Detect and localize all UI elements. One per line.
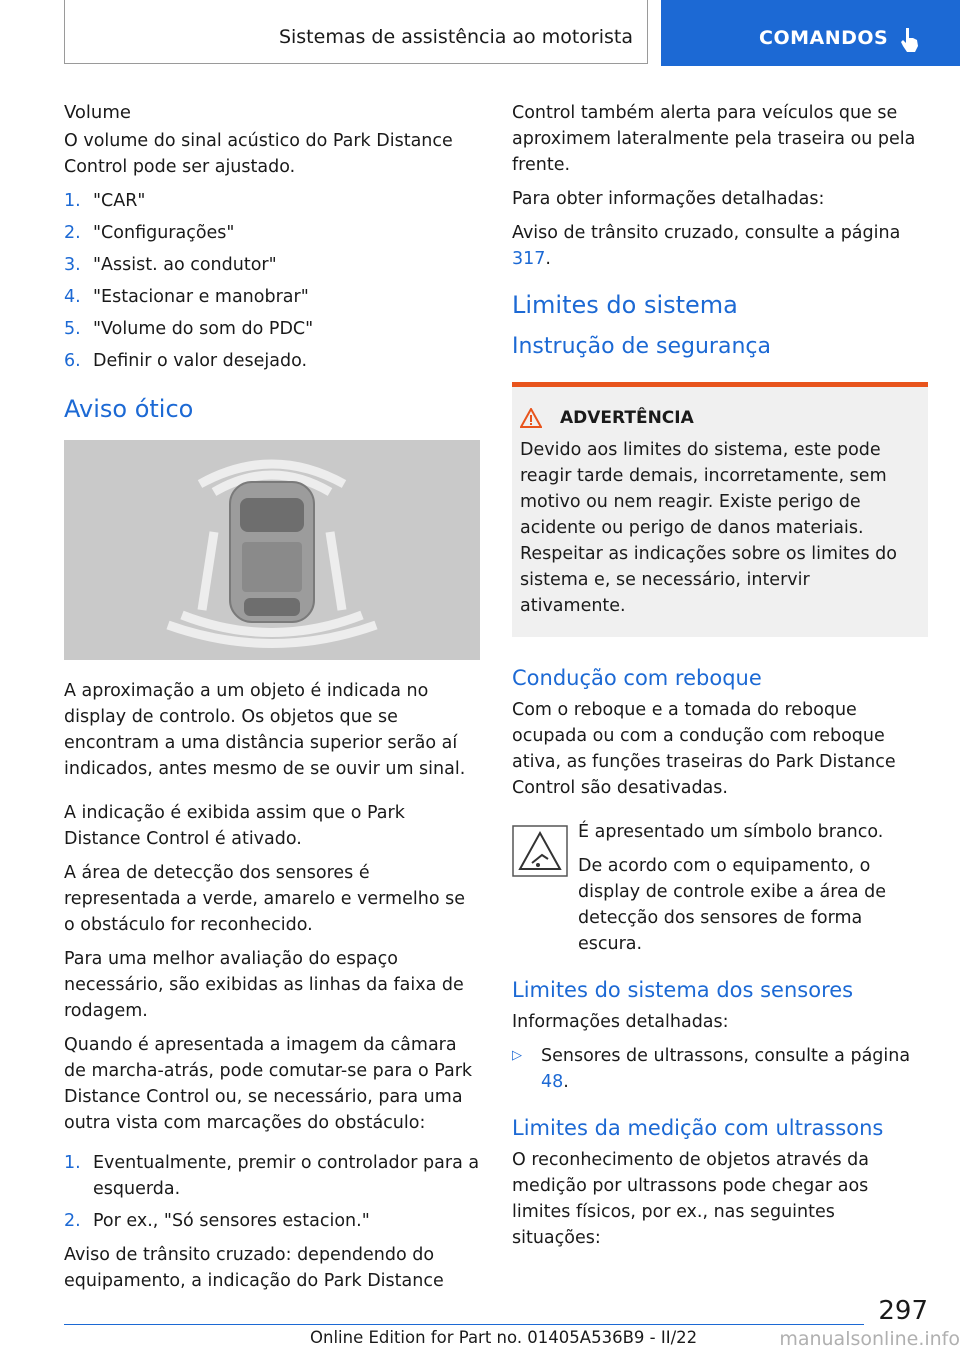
volume-title: Volume [64,102,131,123]
right-column [512,100,928,1259]
volume-steps-list [64,188,480,374]
list-item: 2. "Configurações" [64,223,235,243]
instrucao-heading: Instrução de segurança [512,334,771,359]
pdc-display-illustration [64,440,480,660]
pointing-hand-icon [899,26,921,54]
paragraph: Aviso de trânsito cruzado, consulte a página 317. [512,223,901,269]
paragraph: Aviso de trânsito cruzado: dependendo do equipamento, a indicação do Park Distance [64,1245,444,1291]
header-chapter-tab[interactable] [661,0,960,66]
triangle-bullet-icon: ▷ [512,1048,522,1063]
left-column [64,100,480,1302]
paragraph: Control também alerta para veículos que se aproximem lateralmente pela traseira ou pela frente. [512,103,916,175]
paragraph: De acordo com o equipamento, o display de controle exibe a área de detecção dos sensores de forma escura. [578,856,886,954]
warning-box [512,382,928,637]
paragraph: A aproximação a um objeto é indicada no display de controlo. Os objetos que se encontram a uma distância superior serão aí indicados, antes mesmo de se ouvir um sinal. [64,681,466,779]
footer-divider [64,1324,864,1325]
list-item: 1. Eventualmente, premir o controlador para a esquerda. [64,1153,480,1199]
paragraph: A indicação é exibida assim que o Park Distance Control é ativado. [64,803,405,849]
header-section-box [64,0,648,64]
header-section-title: Sistemas de assistência ao motorista [278,26,633,48]
aviso-otico-heading: Aviso ótico [64,395,194,423]
list-item: 5. "Volume do som do PDC" [64,319,314,339]
page-number: 297 [878,1296,928,1326]
limites-heading: Limites do sistema [512,291,738,319]
paragraph: Com o reboque e a tomada do reboque ocupada ou com a condução com reboque ativa, as funções traseiras do Park Distance Control são desativadas. [512,700,896,798]
list-item: 2. Por ex., "Só sensores estacion." [64,1211,370,1231]
paragraph: É apresentado um símbolo branco. [578,822,884,842]
list-item: 3. "Assist. ao condutor" [64,255,277,275]
camera-steps-list [64,1150,480,1234]
medicao-heading: Limites da medição com ultrassons [512,1116,884,1140]
sensor-bullets [512,1043,928,1095]
watermark: manualsonline.info [779,1328,960,1350]
list-item: 1. "CAR" [64,191,146,211]
trailer-warning-icon [512,825,568,877]
header-chapter-title: COMANDOS [759,27,889,49]
paragraph: Informações detalhadas: [512,1012,729,1032]
page-link-317[interactable]: 317 [512,249,546,269]
paragraph: Para obter informações detalhadas: [512,189,825,209]
list-item: 6. Definir o valor desejado. [64,351,308,371]
warning-triangle-icon [520,408,542,428]
paragraph: Quando é apresentada a imagem da câmara de marcha-atrás, pode comutar-se para o Park Distance Control ou, se necessário, para uma outra vista com marcações do obstáculo: [64,1035,473,1133]
paragraph: A área de detecção dos sensores é representada a verde, amarelo e vermelho se o obstáculo for reconhecido. [64,863,465,935]
paragraph: O reconhecimento de objetos através da medição por ultrassons pode chegar aos limites físicos, por ex., nas seguintes situações: [512,1150,869,1248]
warning-text: Devido aos limites do sistema, este pode reagir tarde demais, incorretamente, sem motivo ou nem reagir. Existe perigo de acidente ou perigo de danos materiais. Respeitar as indicações sobre os limites do sistema e, se necessário, intervir ativamente. [520,440,898,616]
conducao-heading: Condução com reboque [512,666,762,690]
footer-edition: Online Edition for Part no. 01405A536B9 - II/22 [310,1328,698,1347]
page-link-48[interactable]: 48 [541,1072,564,1092]
warning-title: ADVERTÊNCIA [560,408,694,428]
paragraph: Para uma melhor avaliação do espaço necessário, são exibidas as linhas da faixa de rodagem. [64,949,464,1021]
list-item: 4. "Estacionar e manobrar" [64,287,309,307]
list-item: ▷ Sensores de ultrassons, consulte a página 48. [512,1043,928,1095]
volume-text: O volume do sinal acústico do Park Distance Control pode ser ajustado. [64,131,453,177]
sensores-heading: Limites do sistema dos sensores [512,978,854,1002]
